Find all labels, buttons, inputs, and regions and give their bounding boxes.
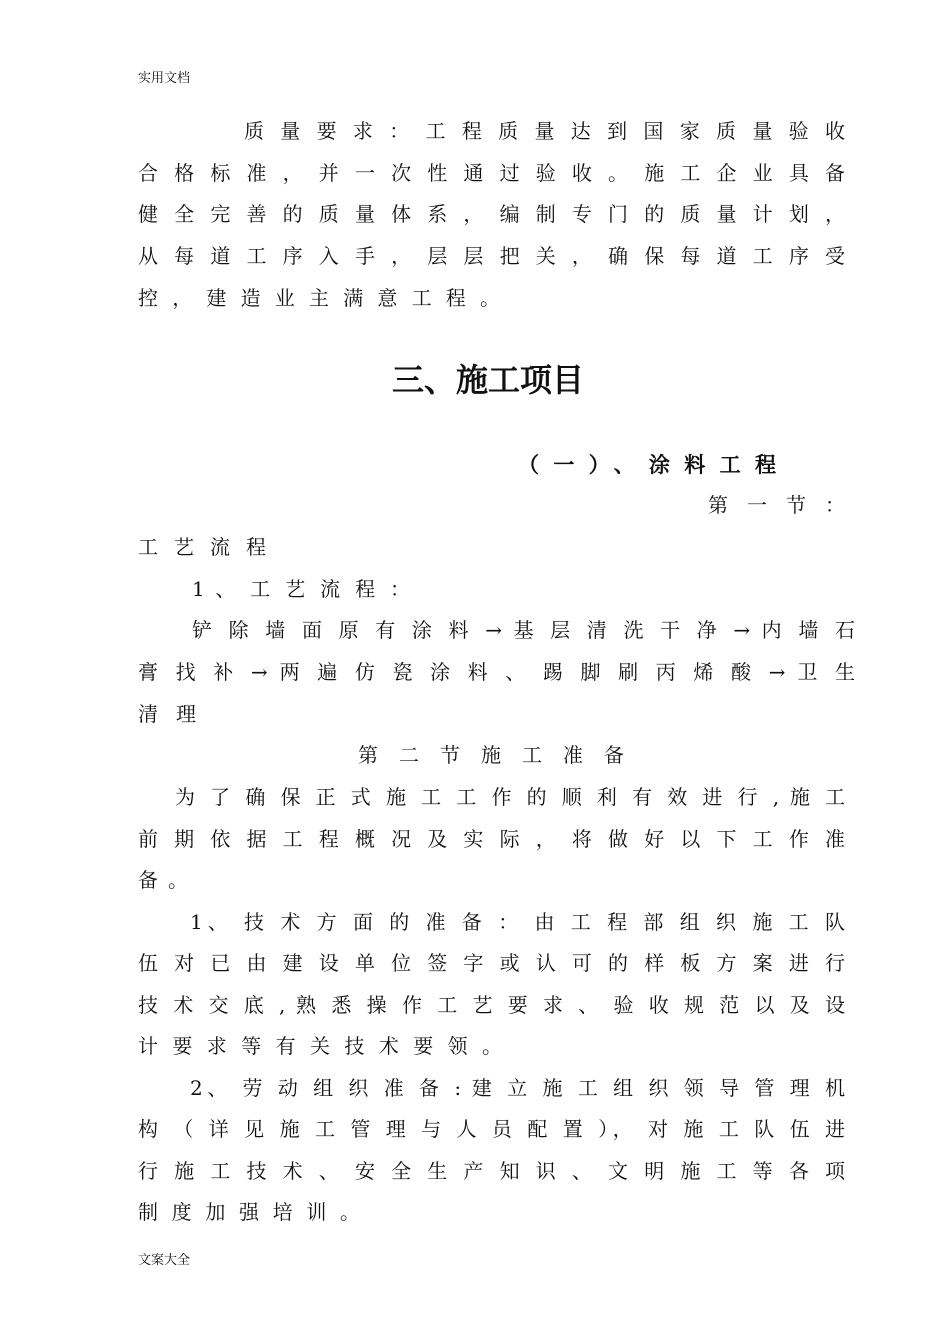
flow-line-3: 清 理 (138, 702, 196, 726)
quality-line-2: 合 格 标 准 ， 并 一 次 性 通 过 验 收 。 施 工 企 业 具 备 (138, 161, 845, 185)
item2-line-3: 行 施 工 技 术 、 安 全 生 产 知 识 、 文 明 施 工 等 各 项 (138, 1159, 845, 1183)
item2-line-1: 2、 劳 动 组 织 准 备 : 建 立 施 工 组 织 领 导 管 理 机 (190, 1076, 845, 1100)
quality-line-5: 控 ， 建 造 业 主 满 意 工 程 。 (138, 286, 500, 310)
page-footer: 文案大全 (138, 1253, 191, 1268)
page-header: 实用文档 (138, 71, 191, 86)
quality-line-3: 健 全 完 善 的 质 量 体 系 ， 编 制 专 门 的 质 量 计 划 ， (138, 202, 845, 226)
quality-line-4: 从 每 道 工 序 入 手 ， 层 层 把 关 ， 确 保 每 道 工 序 受 (138, 244, 845, 268)
item1-line-1: 1、 技 术 方 面 的 准 备 ： 由 工 程 部 组 织 施 工 队 (190, 910, 845, 934)
flow-line-2: 膏 找 补 → 两 遍 仿 瓷 涂 料 、 踢 脚 刷 丙 烯 酸 → 卫 生 (138, 660, 855, 684)
item1-line-2: 伍 对 已 由 建 设 单 位 签 字 或 认 可 的 样 板 方 案 进 行 (138, 951, 845, 975)
subsection-title: （一）、涂料工程 (518, 453, 776, 477)
quality-line-1: 质 量 要 求 ： 工 程 质 量 达 到 国 家 质 量 验 收 (244, 119, 845, 143)
section-title: 三、施工项目 (391, 361, 584, 399)
item2-line-2: 构 （ 详 见 施 工 管 理 与 人 员 配 置 ）， 对 施 工 队 伍 进 (138, 1117, 845, 1141)
intro-line-2: 前 期 依 据 工 程 概 况 及 实 际 ， 将 做 好 以 下 工 作 准 (138, 827, 845, 851)
section1-heading-number: 第 一 节 ： (708, 493, 845, 517)
flow-line-1: 铲 除 墙 面 原 有 涂 料 → 基 层 清 洗 干 净 → 内 墙 石 (192, 618, 855, 642)
item1-line-3: 技 术 交 底 , 熟 悉 操 作 工 艺 要 求 、 验 收 规 范 以 及 设 (138, 993, 845, 1017)
section1-item-label: 1 、 工 艺 流 程 ： (192, 577, 410, 601)
item1-line-4: 计 要 求 等 有 关 技 术 要 领 。 (138, 1034, 502, 1058)
intro-line-3: 备 。 (138, 868, 188, 892)
section1-heading-title: 工 艺 流 程 (138, 535, 266, 559)
item2-line-4: 制 度 加 强 培 训 。 (138, 1200, 360, 1224)
section2-heading: 第 二 节 施 工 准 备 (358, 743, 624, 767)
intro-line-1: 为 了 确 保 正 式 施 工 工 作 的 顺 利 有 效 进 行 , 施 工 (175, 785, 845, 809)
